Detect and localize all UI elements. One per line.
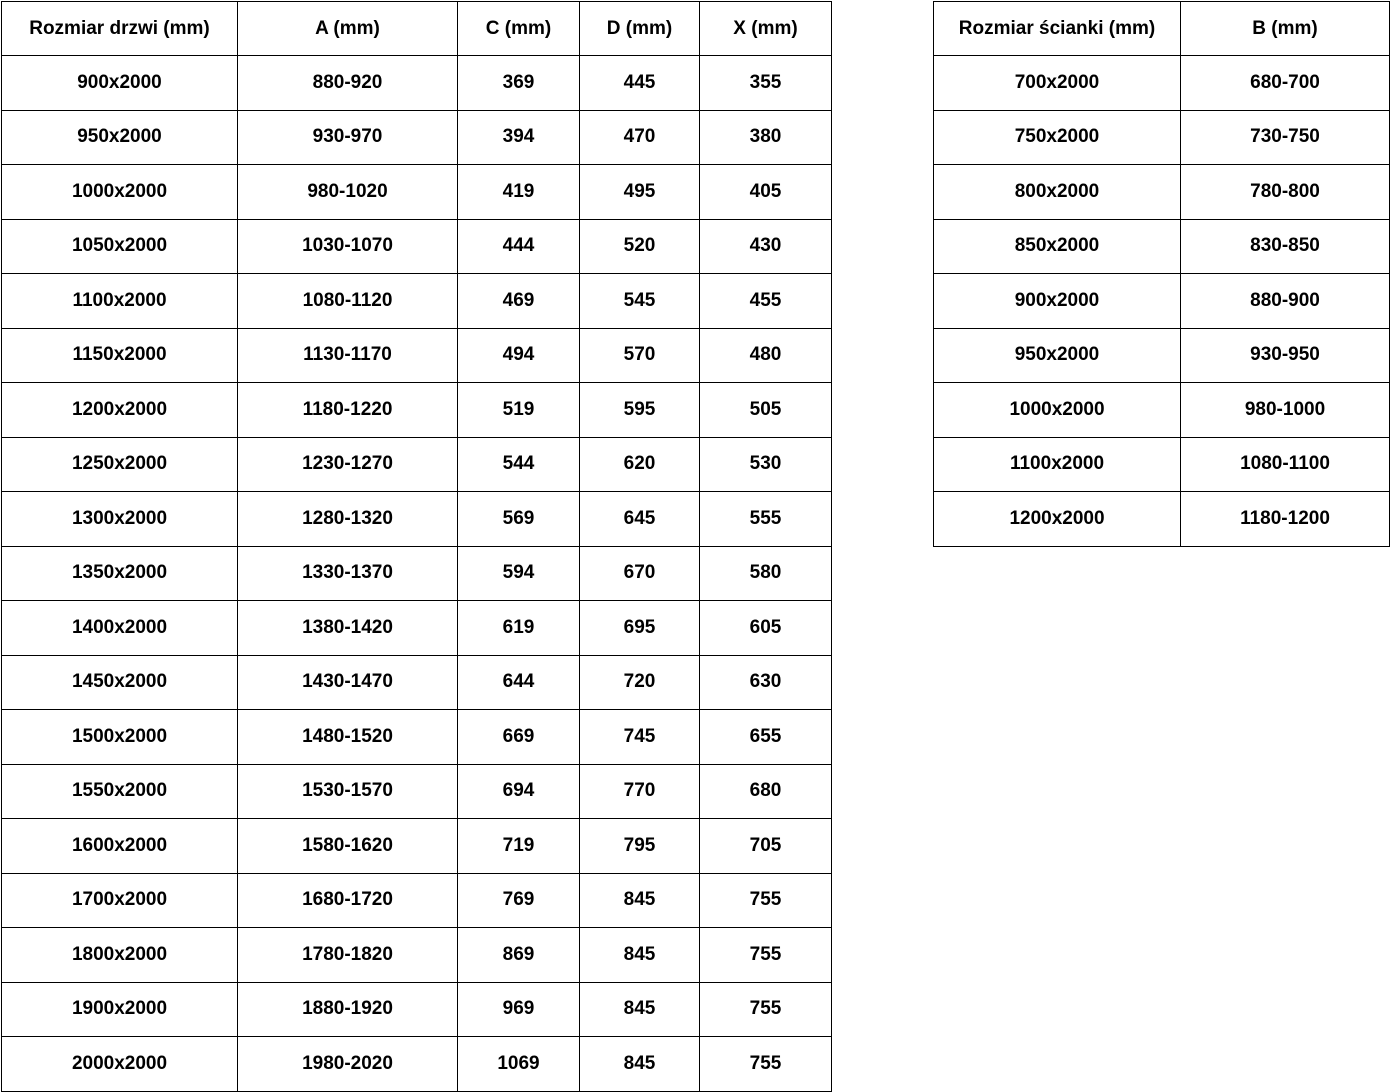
cell-wall-size: 700x2000: [934, 56, 1181, 111]
column-header-d: D (mm): [580, 2, 700, 56]
table-row: [934, 492, 1390, 547]
table-row: [934, 219, 1390, 274]
cell-a: 1330-1370: [238, 546, 458, 601]
cell-d: 445: [580, 56, 700, 111]
cell-a: 1130-1170: [238, 328, 458, 383]
cell-b: 880-900: [1181, 274, 1390, 329]
cell-wall-size: 950x2000: [934, 328, 1181, 383]
cell-x: 630: [700, 655, 832, 710]
table-row: [2, 110, 832, 165]
cell-b: 780-800: [1181, 165, 1390, 220]
door-sizes-table-head: [2, 2, 832, 56]
table-row: [2, 601, 832, 656]
table-row: [934, 383, 1390, 438]
cell-x: 755: [700, 982, 832, 1037]
cell-c: 869: [458, 928, 580, 983]
cell-x: 755: [700, 1037, 832, 1092]
cell-a: 1980-2020: [238, 1037, 458, 1092]
cell-d: 620: [580, 437, 700, 492]
cell-d: 595: [580, 383, 700, 438]
cell-door-size: 1800x2000: [2, 928, 238, 983]
cell-b: 680-700: [1181, 56, 1390, 111]
cell-x: 705: [700, 819, 832, 874]
cell-d: 795: [580, 819, 700, 874]
cell-d: 745: [580, 710, 700, 765]
cell-wall-size: 850x2000: [934, 219, 1181, 274]
cell-a: 930-970: [238, 110, 458, 165]
cell-c: 394: [458, 110, 580, 165]
table-row: [2, 928, 832, 983]
cell-a: 1030-1070: [238, 219, 458, 274]
table-row: [2, 1037, 832, 1092]
cell-c: 1069: [458, 1037, 580, 1092]
cell-wall-size: 750x2000: [934, 110, 1181, 165]
cell-door-size: 1450x2000: [2, 655, 238, 710]
cell-x: 505: [700, 383, 832, 438]
cell-a: 1480-1520: [238, 710, 458, 765]
cell-c: 719: [458, 819, 580, 874]
cell-door-size: 1000x2000: [2, 165, 238, 220]
cell-d: 845: [580, 873, 700, 928]
cell-x: 480: [700, 328, 832, 383]
cell-door-size: 900x2000: [2, 56, 238, 111]
cell-door-size: 1400x2000: [2, 601, 238, 656]
cell-door-size: 1050x2000: [2, 219, 238, 274]
cell-d: 695: [580, 601, 700, 656]
cell-d: 845: [580, 1037, 700, 1092]
cell-d: 470: [580, 110, 700, 165]
cell-a: 1180-1220: [238, 383, 458, 438]
cell-x: 455: [700, 274, 832, 329]
cell-door-size: 1500x2000: [2, 710, 238, 765]
cell-d: 520: [580, 219, 700, 274]
cell-x: 580: [700, 546, 832, 601]
cell-c: 444: [458, 219, 580, 274]
cell-a: 1380-1420: [238, 601, 458, 656]
cell-a: 1780-1820: [238, 928, 458, 983]
cell-x: 530: [700, 437, 832, 492]
cell-wall-size: 900x2000: [934, 274, 1181, 329]
cell-d: 770: [580, 764, 700, 819]
cell-door-size: 1300x2000: [2, 492, 238, 547]
table-row: [2, 982, 832, 1037]
table-row: [2, 492, 832, 547]
cell-c: 519: [458, 383, 580, 438]
cell-b: 980-1000: [1181, 383, 1390, 438]
table-row: [2, 546, 832, 601]
cell-a: 1880-1920: [238, 982, 458, 1037]
table-row: [2, 710, 832, 765]
table-row: [2, 764, 832, 819]
cell-d: 670: [580, 546, 700, 601]
wall-sizes-table-body: [934, 56, 1390, 547]
cell-a: 1530-1570: [238, 764, 458, 819]
cell-c: 469: [458, 274, 580, 329]
table-row: [2, 437, 832, 492]
column-header-door-size: Rozmiar drzwi (mm): [2, 2, 238, 56]
cell-c: 369: [458, 56, 580, 111]
cell-a: 1430-1470: [238, 655, 458, 710]
cell-c: 594: [458, 546, 580, 601]
cell-x: 555: [700, 492, 832, 547]
cell-door-size: 1550x2000: [2, 764, 238, 819]
cell-x: 755: [700, 928, 832, 983]
cell-x: 430: [700, 219, 832, 274]
cell-b: 1080-1100: [1181, 437, 1390, 492]
cell-d: 720: [580, 655, 700, 710]
cell-c: 569: [458, 492, 580, 547]
cell-door-size: 950x2000: [2, 110, 238, 165]
cell-x: 355: [700, 56, 832, 111]
cell-door-size: 1600x2000: [2, 819, 238, 874]
wall-sizes-table: [933, 1, 1390, 547]
cell-a: 1580-1620: [238, 819, 458, 874]
cell-door-size: 2000x2000: [2, 1037, 238, 1092]
cell-c: 769: [458, 873, 580, 928]
table-row: [2, 655, 832, 710]
cell-x: 405: [700, 165, 832, 220]
column-header-b: B (mm): [1181, 2, 1390, 56]
cell-b: 730-750: [1181, 110, 1390, 165]
cell-a: 1080-1120: [238, 274, 458, 329]
column-header-x: X (mm): [700, 2, 832, 56]
table-row: [2, 274, 832, 329]
cell-b: 1180-1200: [1181, 492, 1390, 547]
cell-door-size: 1100x2000: [2, 274, 238, 329]
table-header-row: [934, 2, 1390, 56]
column-header-a: A (mm): [238, 2, 458, 56]
table-row: [2, 219, 832, 274]
cell-x: 755: [700, 873, 832, 928]
table-row: [2, 56, 832, 111]
cell-wall-size: 1200x2000: [934, 492, 1181, 547]
cell-b: 830-850: [1181, 219, 1390, 274]
table-row: [2, 383, 832, 438]
cell-a: 1680-1720: [238, 873, 458, 928]
cell-wall-size: 800x2000: [934, 165, 1181, 220]
wall-sizes-table-head: [934, 2, 1390, 56]
cell-a: 1230-1270: [238, 437, 458, 492]
table-row: [2, 165, 832, 220]
table-row: [2, 328, 832, 383]
cell-a: 980-1020: [238, 165, 458, 220]
table-row: [2, 819, 832, 874]
table-header-row: [2, 2, 832, 56]
column-header-wall-size: Rozmiar ścianki (mm): [934, 2, 1181, 56]
cell-door-size: 1150x2000: [2, 328, 238, 383]
cell-door-size: 1200x2000: [2, 383, 238, 438]
column-header-c: C (mm): [458, 2, 580, 56]
door-sizes-table: [1, 1, 832, 1092]
cell-c: 419: [458, 165, 580, 220]
cell-door-size: 1700x2000: [2, 873, 238, 928]
door-sizes-table-body: [2, 56, 832, 1092]
cell-wall-size: 1100x2000: [934, 437, 1181, 492]
table-row: [934, 274, 1390, 329]
cell-c: 669: [458, 710, 580, 765]
cell-d: 570: [580, 328, 700, 383]
cell-a: 1280-1320: [238, 492, 458, 547]
cell-c: 644: [458, 655, 580, 710]
cell-x: 655: [700, 710, 832, 765]
cell-door-size: 1350x2000: [2, 546, 238, 601]
table-row: [934, 165, 1390, 220]
table-row: [934, 110, 1390, 165]
table-row: [2, 873, 832, 928]
cell-door-size: 1250x2000: [2, 437, 238, 492]
cell-wall-size: 1000x2000: [934, 383, 1181, 438]
cell-c: 619: [458, 601, 580, 656]
cell-door-size: 1900x2000: [2, 982, 238, 1037]
cell-d: 845: [580, 982, 700, 1037]
cell-c: 969: [458, 982, 580, 1037]
table-row: [934, 437, 1390, 492]
table-row: [934, 328, 1390, 383]
cell-b: 930-950: [1181, 328, 1390, 383]
cell-d: 845: [580, 928, 700, 983]
cell-c: 694: [458, 764, 580, 819]
cell-d: 545: [580, 274, 700, 329]
cell-d: 645: [580, 492, 700, 547]
cell-d: 495: [580, 165, 700, 220]
cell-x: 380: [700, 110, 832, 165]
cell-c: 494: [458, 328, 580, 383]
cell-x: 605: [700, 601, 832, 656]
cell-c: 544: [458, 437, 580, 492]
cell-a: 880-920: [238, 56, 458, 111]
cell-x: 680: [700, 764, 832, 819]
table-row: [934, 56, 1390, 111]
